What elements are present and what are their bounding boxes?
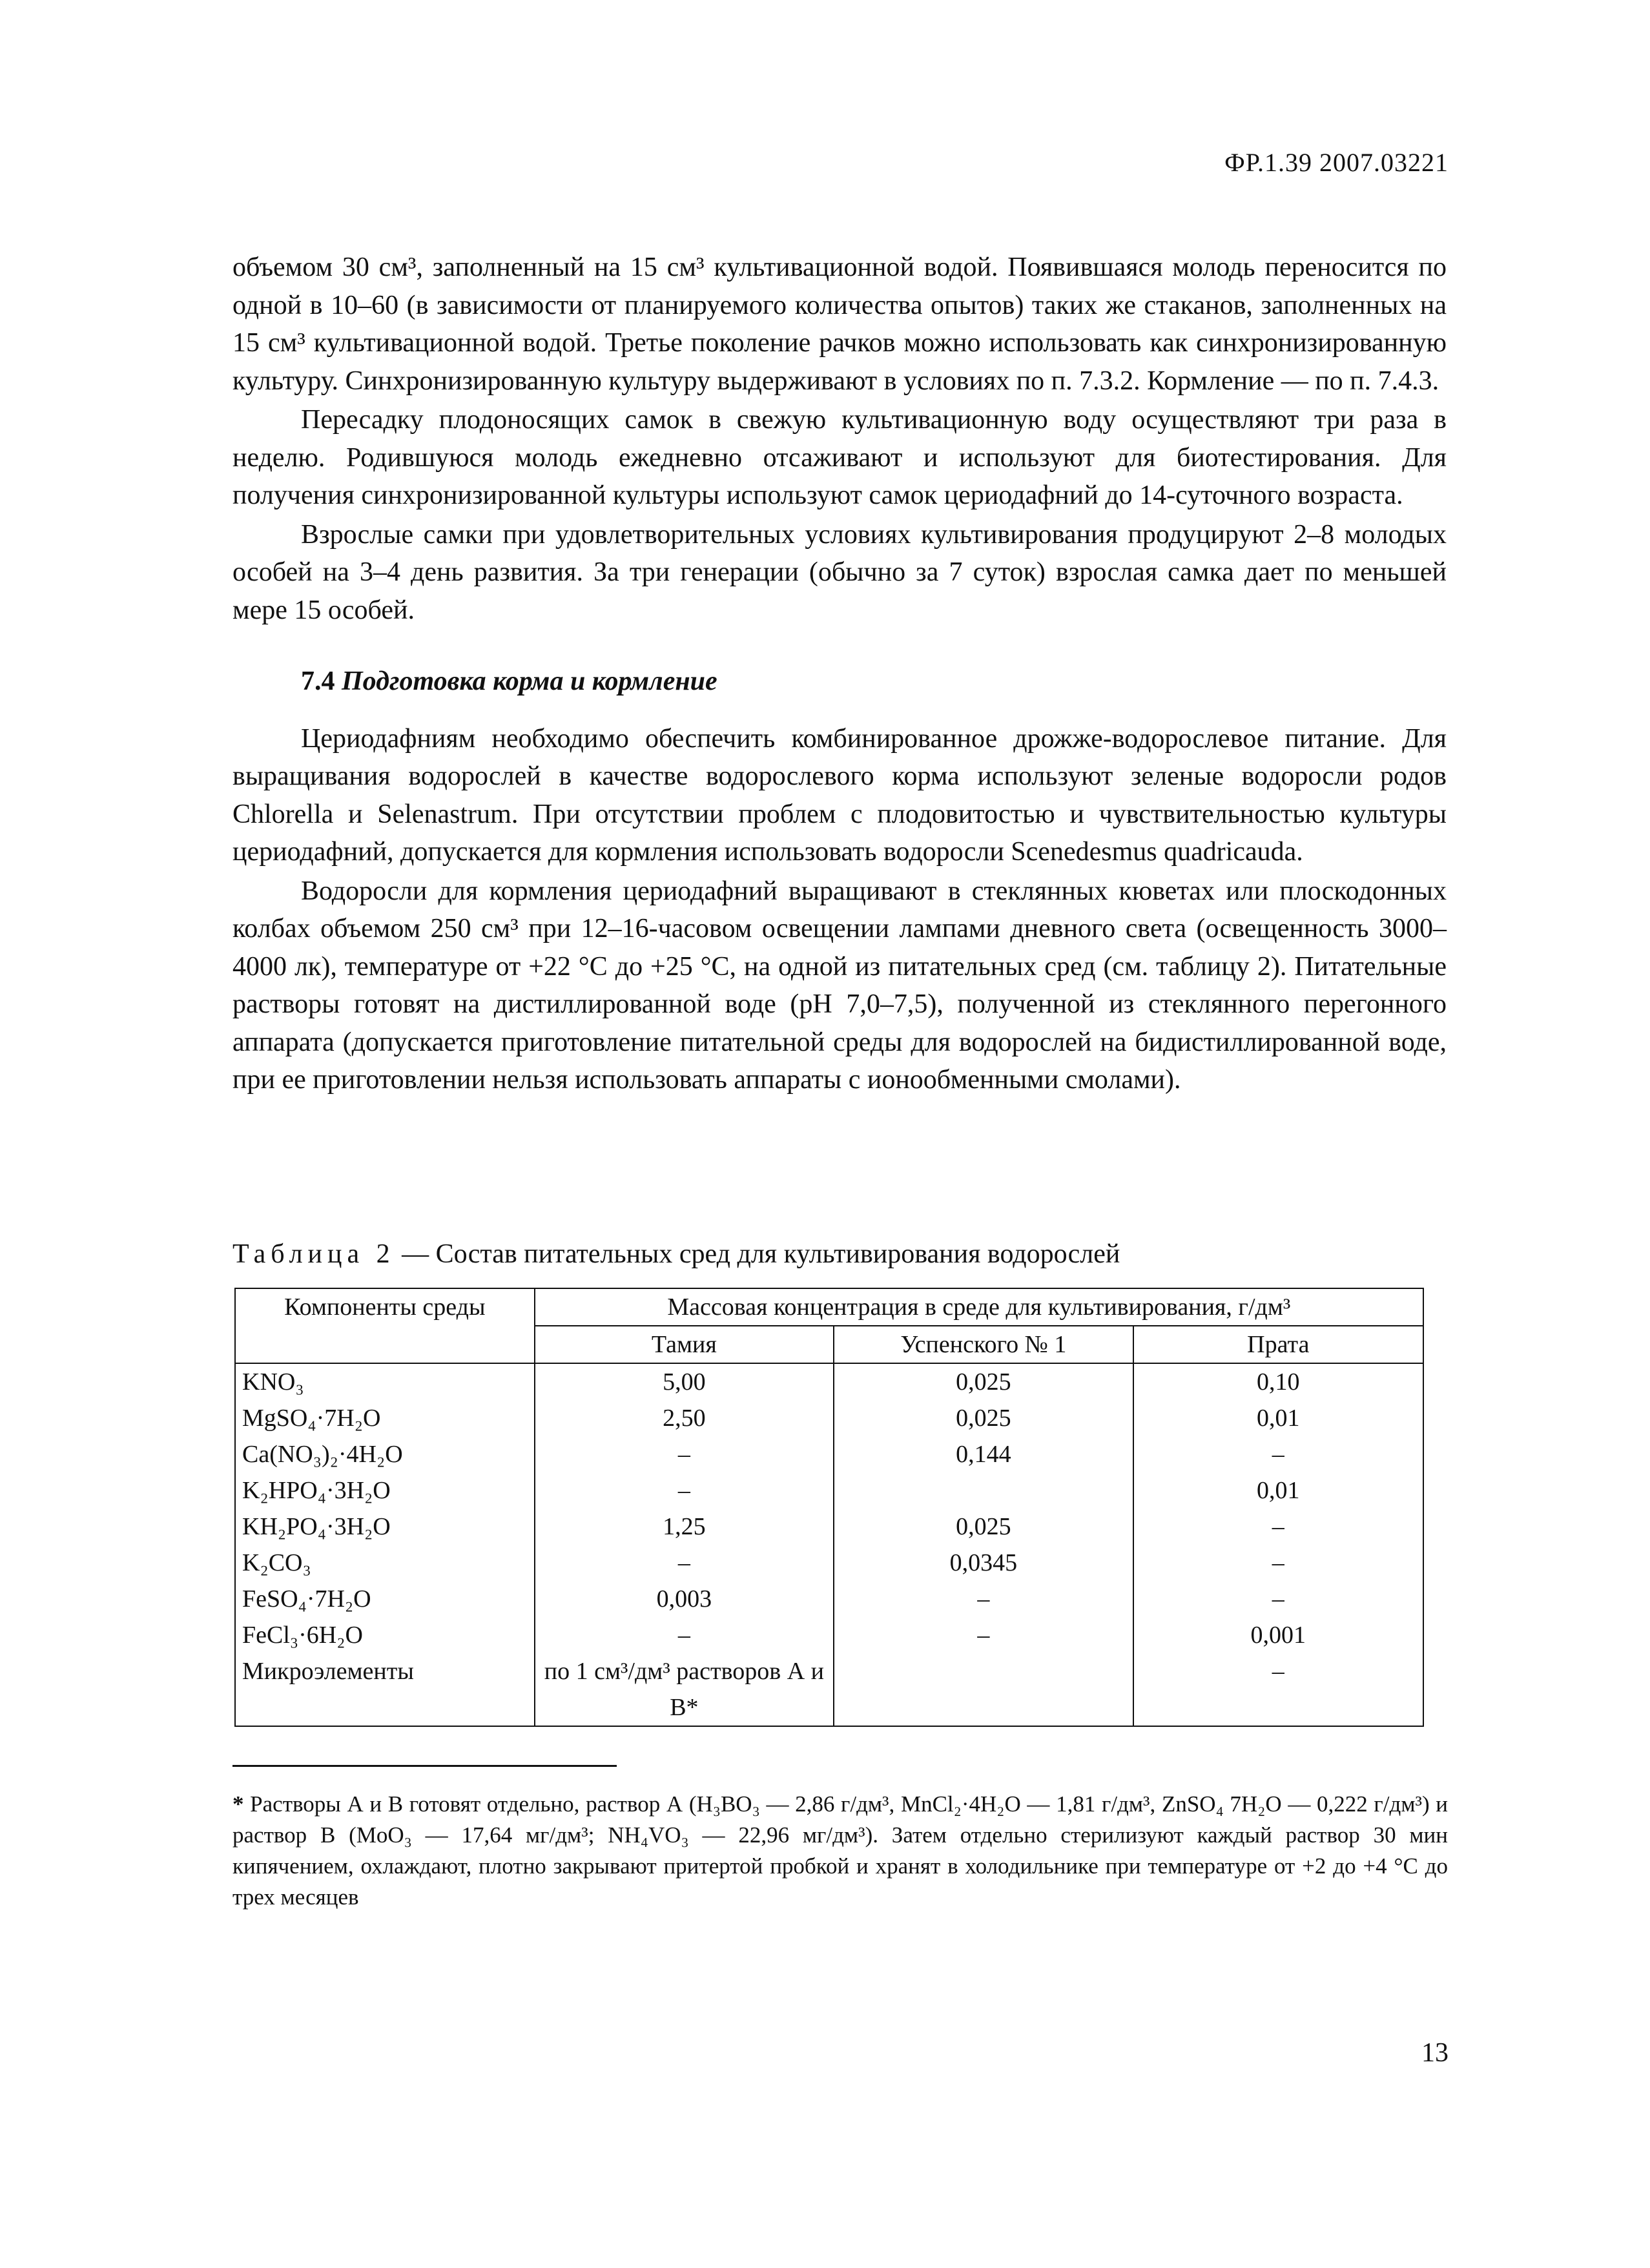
cell-uspensky: – — [834, 1617, 1133, 1653]
cell-tamiya: – — [535, 1545, 834, 1581]
cell-prat: 0,10 — [1133, 1363, 1423, 1400]
cell-component: FeCl₃·6H₂O — [235, 1617, 535, 1653]
cell-component: FeSO₄·7H₂O — [235, 1581, 535, 1617]
section-number: 7.4 — [301, 666, 335, 696]
cell-uspensky: 0,0345 — [834, 1545, 1133, 1581]
section-title: Подготовка корма и кормление — [342, 666, 717, 696]
cell-prat: – — [1133, 1653, 1423, 1726]
table-caption-label: Таблица 2 — [232, 1239, 395, 1269]
table-caption — [232, 1239, 1120, 1270]
header-medium-uspensky: Успенского № 1 — [834, 1326, 1133, 1363]
cell-prat: 0,01 — [1133, 1472, 1423, 1509]
cell-uspensky — [834, 1472, 1133, 1509]
cell-tamiya: – — [535, 1472, 834, 1509]
table-row — [235, 1436, 1423, 1472]
cell-prat: – — [1133, 1436, 1423, 1472]
cell-tamiya: 5,00 — [535, 1363, 834, 1400]
document-code: ФР.1.39 2007.03221 — [1224, 148, 1449, 177]
body-text — [232, 249, 1447, 1100]
cell-component: KNO₃ — [235, 1363, 535, 1400]
footnote-mark: * — [232, 1791, 244, 1817]
cell-tamiya: по 1 см³/дм³ растворов А и В* — [535, 1653, 834, 1726]
cell-tamiya: – — [535, 1436, 834, 1472]
footnote-divider — [232, 1765, 617, 1767]
cell-component: KH₂PO₄·3H₂O — [235, 1509, 535, 1545]
cell-uspensky: 0,025 — [834, 1509, 1133, 1545]
footnote — [232, 1789, 1448, 1913]
cell-tamiya: 1,25 — [535, 1509, 834, 1545]
table-row — [235, 1363, 1423, 1400]
cell-prat: – — [1133, 1581, 1423, 1617]
paragraph-adult-females: Взрослые самки при удовлетворительных условиях культивирования продуцируют 2–8 молодых особей на 3–4 день развития. За три генерации (обычно за 7 суток) взрослая самка дает по меньшей мере 15 особей. — [232, 519, 1447, 625]
cell-uspensky: – — [834, 1581, 1133, 1617]
header-concentration: Массовая концентрация в среде для культивирования, г/дм³ — [535, 1288, 1423, 1326]
cell-prat: 0,001 — [1133, 1617, 1423, 1653]
cell-tamiya: 0,003 — [535, 1581, 834, 1617]
table-row — [235, 1509, 1423, 1545]
nutrient-media-table — [234, 1288, 1424, 1727]
table-row — [235, 1400, 1423, 1436]
page-number: 13 — [1421, 2038, 1449, 2068]
cell-uspensky: 0,025 — [834, 1400, 1133, 1436]
paragraph-continuation: объемом 30 см³, заполненный на 15 см³ культивационной водой. Появившаяся молодь переносится по одной в 10–60 (в зависимости от планируемого количества опытов) таких же стаканов, заполненных на 15 см³ культивационной водой. Третье поколение рачков можно использовать как синхронизированную культуру. Синхронизированную культуру выдерживают в условиях по п. 7.3.2. Кормление — по п. 7.4.3. — [232, 253, 1447, 396]
cell-component: MgSO₄·7H₂O — [235, 1400, 535, 1436]
cell-tamiya: – — [535, 1617, 834, 1653]
cell-component: K₂HPO₄·3H₂O — [235, 1472, 535, 1509]
cell-component: K₂CO₃ — [235, 1545, 535, 1581]
table-row — [235, 1472, 1423, 1509]
cell-uspensky: 0,025 — [834, 1363, 1133, 1400]
table-caption-text: — Состав питательных сред для культивирования водорослей — [395, 1239, 1120, 1269]
table-row — [235, 1545, 1423, 1581]
table-row — [235, 1581, 1423, 1617]
table-row — [235, 1617, 1423, 1653]
table-header-row — [235, 1288, 1423, 1326]
paragraph-feeding: Цериодафниям необходимо обеспечить комбинированное дрожже-водорослевое питание. Для выращивания водорослей в качестве водорослевого корма используют зеленые водоросли родов Chlorella и Selenastrum. При отсутствии проблем с плодовитостью и чувствительностью культуры цериодафний, допускается для кормления использовать водоросли Scenedesmus quadricauda. — [232, 723, 1447, 867]
paragraph-transplant: Пересадку плодоносящих самок в свежую культивационную воду осуществляют три раза в неделю. Родившуюся молодь ежедневно отсаживают и используют для биотестирования. Для получения синхронизированной культуры используют самок цериодафний до 14-суточного возраста. — [232, 405, 1447, 510]
cell-uspensky: 0,144 — [834, 1436, 1133, 1472]
footnote-text: Растворы А и В готовят отдельно, раствор А (H₃BO₃ — 2,86 г/дм³, MnCl₂·4H₂O — 1,81 г/дм³, ZnSO₄ 7H₂O — 0,222 г/дм³) и раствор В (MoO₃ — 17,64 мг/дм³; NH₄VO₃ — 22,96 мг/дм³). Затем отдельно стерилизуют каждый раствор 30 мин кипячением, охлаждают, плотно закрывают притертой пробкой и хранят в холодильнике при температуре от +2 до +4 °С до трех месяцев — [232, 1791, 1449, 1910]
cell-prat: 0,01 — [1133, 1400, 1423, 1436]
cell-component: Микроэлементы — [235, 1653, 535, 1726]
header-medium-tamiya: Тамия — [535, 1326, 834, 1363]
header-medium-prat: Прата — [1133, 1326, 1423, 1363]
header-component: Компоненты среды — [235, 1288, 535, 1363]
cell-prat: – — [1133, 1545, 1423, 1581]
cell-uspensky — [834, 1653, 1133, 1726]
cell-tamiya: 2,50 — [535, 1400, 834, 1436]
cell-prat: – — [1133, 1509, 1423, 1545]
section-heading — [232, 663, 1447, 701]
paragraph-algae-cultivation: Водоросли для кормления цериодафний выращивают в стеклянных кюветах или плоскодонных колбах объемом 250 см³ при 12–16-часовом освещении лампами дневного света (освещенность 3000–4000 лк), температуре от +22 °С до +25 °С, на одной из питательных сред (см. таблицу 2). Питательные растворы готовят на дистиллированной воде (pH 7,0–7,5), полученной из стеклянного перегонного аппарата (допускается приготовление питательной среды для водорослей на бидистиллированной воде, при ее приготовлении нельзя использовать аппараты с ионообменными смолами). — [232, 876, 1447, 1095]
cell-component: Ca(NO₃)₂·4H₂O — [235, 1436, 535, 1472]
table-row — [235, 1653, 1423, 1726]
